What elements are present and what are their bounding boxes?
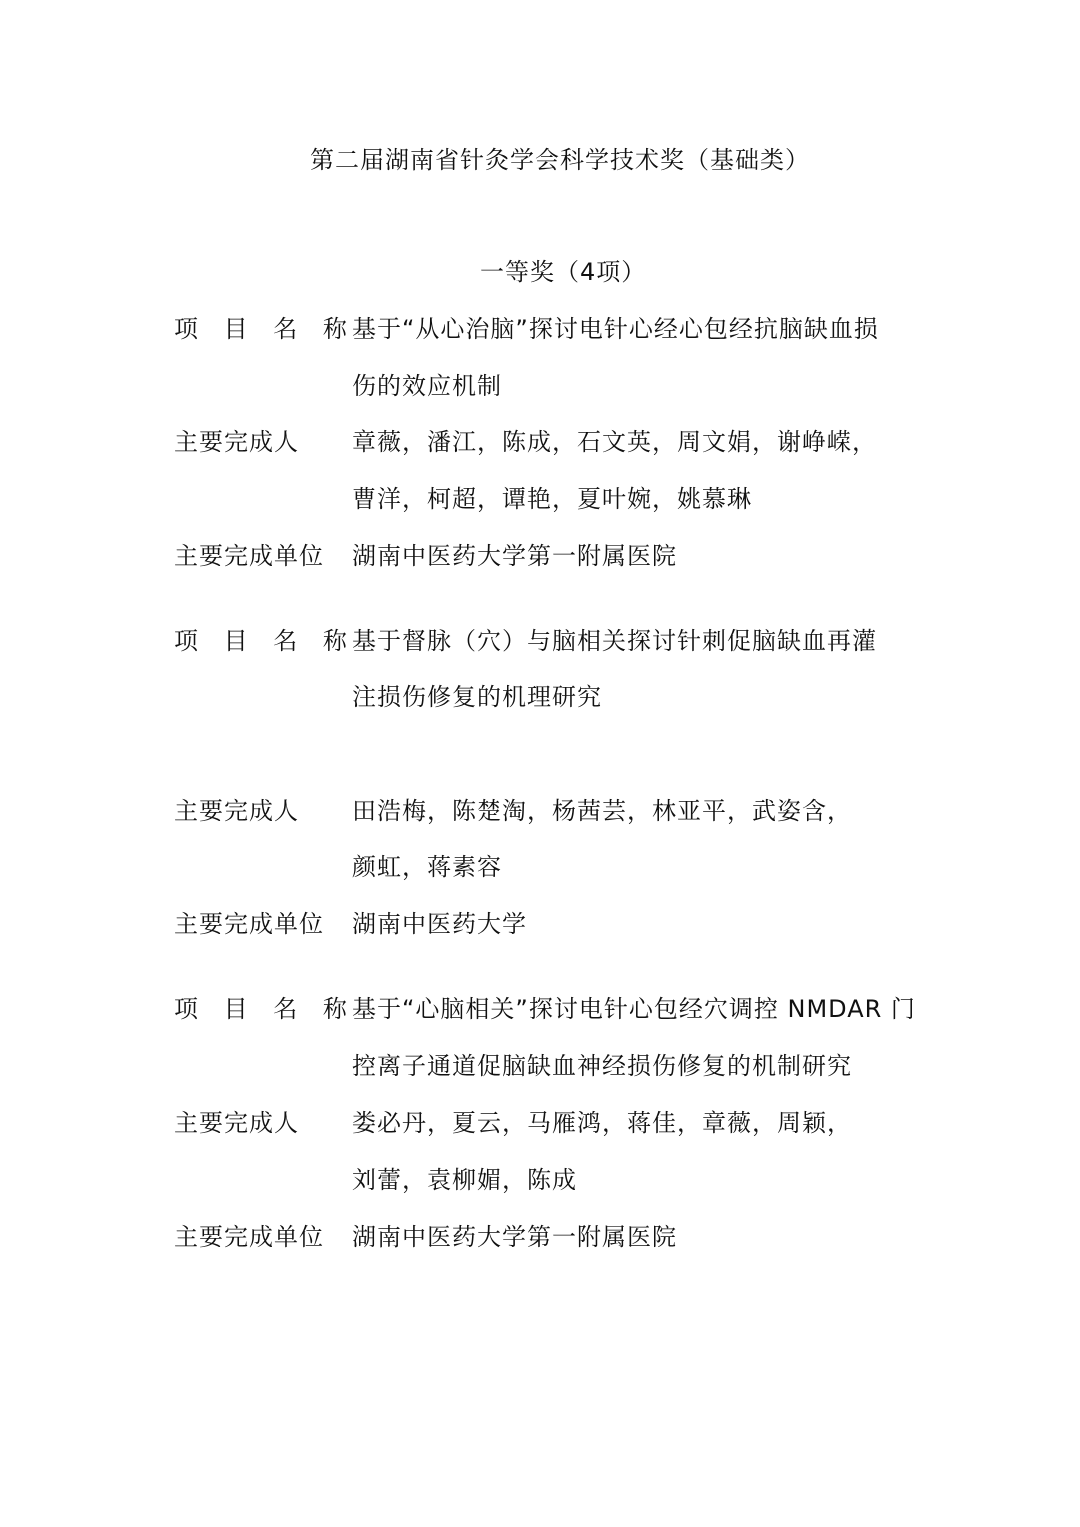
project-name-label: 项 目 名 称: [174, 315, 356, 343]
project-name-line-1: 基于督脉（穴）与脑相关探讨针刺促脑缺血再灌: [352, 627, 877, 655]
project-name-line-2: 注损伤修复的机理研究: [352, 683, 602, 711]
main-unit-value: 湖南中医药大学第一附属医院: [352, 1223, 677, 1251]
main-people-line-1: 田浩梅，陈楚淘，杨茜芸，林亚平，武姿含，: [352, 797, 852, 825]
project-name-label: 项 目 名 称: [174, 627, 356, 655]
project-name-line-2: 控离子通道促脑缺血神经损伤修复的机制研究: [352, 1052, 852, 1080]
main-unit-value: 湖南中医药大学: [352, 910, 527, 938]
main-unit-label: 主要完成单位: [174, 542, 324, 570]
main-people-label: 主要完成人: [174, 428, 299, 456]
document-title: 第二届湖南省针灸学会科学技术奖（基础类）: [310, 146, 810, 174]
main-people-line-1: 娄必丹，夏云，马雁鸿，蒋佳，章薇，周颖，: [352, 1109, 852, 1137]
main-unit-label: 主要完成单位: [174, 1223, 324, 1251]
project-name-line-2: 伤的效应机制: [352, 372, 502, 400]
main-people-line-2: 曹洋，柯超，谭艳，夏叶婉，姚慕琳: [352, 485, 752, 513]
project-name-line-1: 基于“从心治脑”探讨电针心经心包经抗脑缺血损: [352, 315, 879, 343]
main-unit-label: 主要完成单位: [174, 910, 324, 938]
main-people-line-2: 颜虹，蒋素容: [352, 853, 502, 881]
project-name-line-1: 基于“心脑相关”探讨电针心包经穴调控 NMDAR 门: [352, 995, 916, 1023]
award-level-heading: 一等奖（4项）: [480, 258, 647, 286]
main-people-line-2: 刘蕾，袁柳媚，陈成: [352, 1166, 577, 1194]
main-unit-value: 湖南中医药大学第一附属医院: [352, 542, 677, 570]
main-people-label: 主要完成人: [174, 797, 299, 825]
main-people-label: 主要完成人: [174, 1109, 299, 1137]
project-name-label: 项 目 名 称: [174, 995, 356, 1023]
main-people-line-1: 章薇，潘江，陈成，石文英，周文娟，谢峥嵘，: [352, 428, 877, 456]
